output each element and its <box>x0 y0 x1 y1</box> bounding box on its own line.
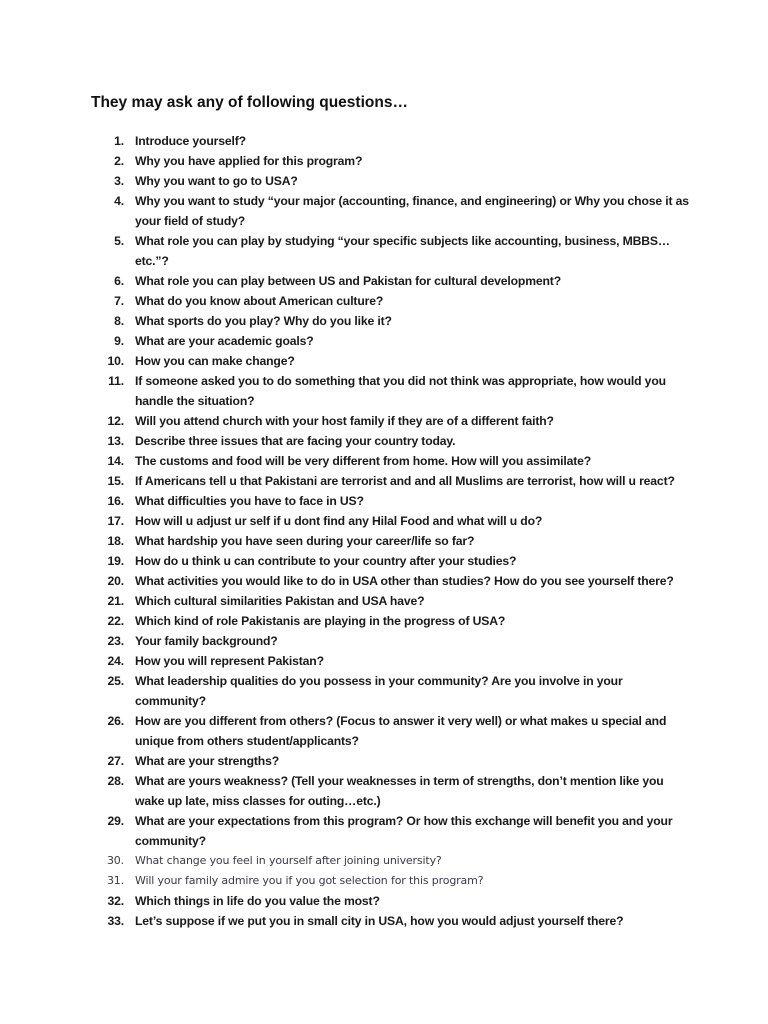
question-item <box>100 351 690 371</box>
question-item <box>100 811 690 851</box>
question-item <box>100 171 690 191</box>
question-text: What sports do you play? Why do you like it? <box>135 314 392 328</box>
question-number: 29. <box>107 814 124 828</box>
question-text: What hardship you have seen during your career/life so far? <box>135 534 475 548</box>
question-number: 25. <box>107 674 124 688</box>
question-text: Describe three issues that are facing your country today. <box>135 434 456 448</box>
question-number: 2. <box>114 154 124 168</box>
question-item <box>100 851 690 871</box>
question-number: 11. <box>108 374 124 388</box>
question-item <box>100 191 690 231</box>
question-number: 21. <box>107 594 124 608</box>
question-item <box>100 431 690 451</box>
question-text: Introduce yourself? <box>135 134 246 148</box>
question-item <box>100 231 690 271</box>
question-item <box>100 471 690 491</box>
question-number: 17. <box>107 514 124 528</box>
question-number: 7. <box>114 294 124 308</box>
question-number: 19. <box>107 554 124 568</box>
page-heading: They may ask any of following questions… <box>91 94 408 111</box>
question-number: 18. <box>107 534 124 548</box>
question-text: How will u adjust ur self if u dont find any Hilal Food and what will u do? <box>135 514 543 528</box>
question-text: What role you can play between US and Pakistan for cultural development? <box>135 274 562 288</box>
question-number: 5. <box>114 234 124 248</box>
question-text: The customs and food will be very different from home. How will you assimilate? <box>135 454 592 468</box>
question-number: 9. <box>114 334 124 348</box>
question-number: 26. <box>107 714 124 728</box>
question-number: 3. <box>114 174 124 188</box>
question-item <box>100 891 690 911</box>
question-number: 24. <box>107 654 124 668</box>
question-item <box>100 531 690 551</box>
question-item <box>100 911 690 931</box>
question-text: What role you can play by studying “your specific subjects like accounting, business, MBBS…etc.”? <box>135 234 670 268</box>
question-item <box>100 611 690 631</box>
question-item <box>100 651 690 671</box>
question-text: What are your strengths? <box>135 754 280 768</box>
question-list <box>100 131 690 931</box>
question-number: 10. <box>107 354 124 368</box>
question-text: What are your academic goals? <box>135 334 314 348</box>
question-text: How do u think u can contribute to your country after your studies? <box>135 554 517 568</box>
question-item <box>100 491 690 511</box>
question-text: If someone asked you to do something that you did not think was appropriate, how would you handle the situation? <box>135 374 666 408</box>
question-text: Why you want to study “your major (accounting, finance, and engineering) or Why you chose it as your field of study? <box>135 194 689 228</box>
question-number: 1. <box>114 134 124 148</box>
question-item <box>100 591 690 611</box>
question-text: Why you want to go to USA? <box>135 174 298 188</box>
question-number: 27. <box>107 754 124 768</box>
question-number: 31. <box>106 874 124 887</box>
question-number: 13. <box>107 434 124 448</box>
question-item <box>100 131 690 151</box>
question-text: What are yours weakness? (Tell your weaknesses in term of strengths, don’t mention like you wake up late, miss classes for outing…etc.) <box>135 774 664 808</box>
question-item <box>100 551 690 571</box>
question-text: Which cultural similarities Pakistan and USA have? <box>135 594 425 608</box>
question-number: 30. <box>106 854 124 867</box>
question-item <box>100 771 690 811</box>
question-item <box>100 331 690 351</box>
question-item <box>100 271 690 291</box>
question-text: Your family background? <box>135 634 278 648</box>
question-number: 28. <box>107 774 124 788</box>
question-number: 20. <box>107 574 124 588</box>
question-text: What do you know about American culture? <box>135 294 384 308</box>
question-text: Which things in life do you value the most? <box>135 894 380 908</box>
question-text: How you can make change? <box>135 354 295 368</box>
question-number: 4. <box>114 194 124 208</box>
question-item <box>100 291 690 311</box>
question-text: Why you have applied for this program? <box>135 154 363 168</box>
question-text: What leadership qualities do you possess in your community? Are you involve in your community? <box>135 674 623 708</box>
question-item <box>100 871 690 891</box>
question-text: How are you different from others? (Focus to answer it very well) or what makes u special and unique from others student/applicants? <box>135 714 667 748</box>
question-item <box>100 711 690 751</box>
question-text: What change you feel in yourself after joining university? <box>135 854 442 867</box>
question-text: What difficulties you have to face in US? <box>135 494 364 508</box>
question-item <box>100 451 690 471</box>
question-item <box>100 751 690 771</box>
question-number: 32. <box>107 894 124 908</box>
question-number: 22. <box>107 614 124 628</box>
question-number: 23. <box>107 634 124 648</box>
question-item <box>100 511 690 531</box>
question-number: 33. <box>107 914 124 928</box>
question-text: What activities you would like to do in USA other than studies? How do you see yourself there? <box>135 574 674 588</box>
question-text: Which kind of role Pakistanis are playing in the progress of USA? <box>135 614 506 628</box>
question-item <box>100 671 690 711</box>
question-number: 14. <box>107 454 124 468</box>
question-item <box>100 631 690 651</box>
question-number: 16. <box>107 494 124 508</box>
question-number: 12. <box>107 414 124 428</box>
question-item <box>100 411 690 431</box>
question-number: 15. <box>107 474 124 488</box>
question-number: 8. <box>114 314 124 328</box>
question-item <box>100 151 690 171</box>
question-text: Will you attend church with your host family if they are of a different faith? <box>135 414 554 428</box>
question-text: What are your expectations from this program? Or how this exchange will benefit you and your community? <box>135 814 673 848</box>
question-text: If Americans tell u that Pakistani are terrorist and and all Muslims are terrorist, how will u react? <box>135 474 675 488</box>
question-item <box>100 311 690 331</box>
question-item <box>100 571 690 591</box>
question-text: How you will represent Pakistan? <box>135 654 324 668</box>
question-text: Let’s suppose if we put you in small city in USA, how you would adjust yourself there? <box>135 914 624 928</box>
question-number: 6. <box>114 274 124 288</box>
question-text: Will your family admire you if you got selection for this program? <box>135 874 484 887</box>
question-item <box>100 371 690 411</box>
